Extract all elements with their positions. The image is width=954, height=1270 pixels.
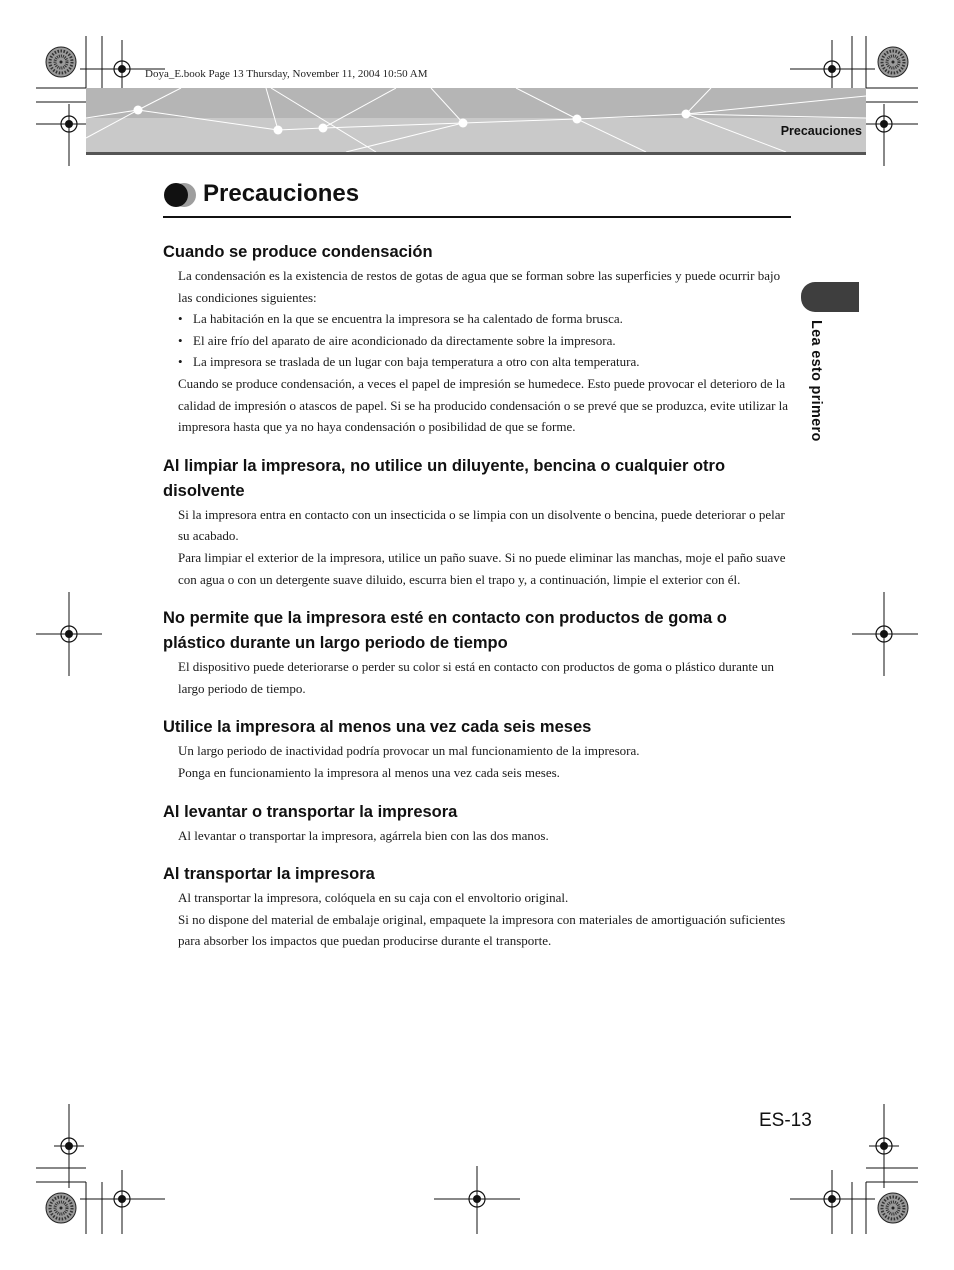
section-body [163,504,793,590]
section-transport [163,862,793,952]
section-body [163,825,793,847]
section-heading: No permite que la impresora esté en contacto con productos de goma o plástico durante un largo periodo de tiempo [163,609,727,653]
bullet-icon: • [178,311,183,327]
bullet-list [178,308,793,373]
print-info: Doya_E.book Page 13 Thursday, November 11, 2004 10:50 AM [145,68,428,80]
paragraph: Un largo periodo de inactividad podría provocar un mal funcionamiento de la impresora. [178,743,640,759]
paragraph: Para limpiar el exterior de la impresora, utilice un paño suave. Si no puede eliminar las manchas, moje el paño suave con agua o con un detergente suave diluido, escurra bien el trapo y, a continuación, limpie el exterior con él. [178,549,786,587]
paragraph: Al levantar o transportar la impresora, agárrela bien con las dos manos. [178,827,549,843]
title-block [163,178,791,218]
header-banner [86,88,866,152]
list-item: • La impresora se traslada de un lugar con baja temperatura a otro con alta temperatura. [178,351,793,373]
paragraph: Al transportar la impresora, colóquela en su caja con el envoltorio original. [178,890,569,906]
banner-rule [86,152,866,155]
section-heading: Al levantar o transportar la impresora [163,802,458,821]
section-heading: Utilice la impresora al menos una vez cada seis meses [163,718,592,737]
paragraph: El dispositivo puede deteriorarse o perder su color si está en contacto con productos de goma o plástico durante un largo periodo de tiempo. [178,659,775,696]
running-head: Precauciones [780,124,862,138]
section-condensation [163,240,793,438]
chapter-tab [801,282,859,312]
section-body [163,887,793,952]
paragraph: Cuando se produce condensación, a veces el papel de impresión se humedece. Esto puede provocar el deterioro de la calidad de impresión o atascos de papel. Si se ha producido condensación o se prevé que se produzca, evite utilizar la impresora hasta que ya no haya condensación o posibilidad de que se forme. [178,375,789,435]
content [163,240,793,964]
section-cleaning [163,454,793,590]
list-item: • La habitación en la que se encuentra la impresora se ha calentado de forma brusca. [178,308,793,330]
paragraph: La condensación es la existencia de restos de gotas de agua que se forman sobre las superficies y puede ocurrir bajo las condiciones siguientes: [178,268,781,305]
list-item: • El aire frío del aparato de aire acondicionado da directamente sobre la impresora. [178,330,793,352]
section-heading: Al transportar la impresora [163,865,375,884]
section-body [163,265,793,438]
section-heading: Al limpiar la impresora, no utilice un diluyente, bencina o cualquier otro disolvente [163,456,726,500]
star-target-top-right [878,47,908,77]
star-target-bottom-left [46,1193,76,1223]
chapter-tab-label: Lea esto primero [808,320,824,442]
paragraph: Si la impresora entra en contacto con un insecticida o se limpia con un disolvente o bencina, puede deteriorar o pelar su acabado. [178,506,785,544]
double-circle-icon [163,182,197,208]
section-lifting [163,800,793,847]
paragraph: Ponga en funcionamiento la impresora al menos una vez cada seis meses. [178,764,560,780]
star-target-bottom-right [878,1193,908,1223]
section-body [163,740,793,783]
bullet-icon: • [178,354,183,370]
section-six-months [163,715,793,783]
star-target-top-left [46,47,76,77]
section-heading: Cuando se produce condensación [163,243,433,261]
bullet-icon: • [178,332,183,348]
page-number: ES-13 [759,1110,812,1131]
section-body [163,656,793,699]
section-rubber-plastic [163,606,793,699]
banner-network-decoration [86,88,866,152]
paragraph: Si no dispone del material de embalaje original, empaquete la impresora con materiales de amortiguación suficientes para absorber los impactos que puedan producirse durante el transporte. [178,911,786,949]
page-title: Precauciones [203,180,360,207]
